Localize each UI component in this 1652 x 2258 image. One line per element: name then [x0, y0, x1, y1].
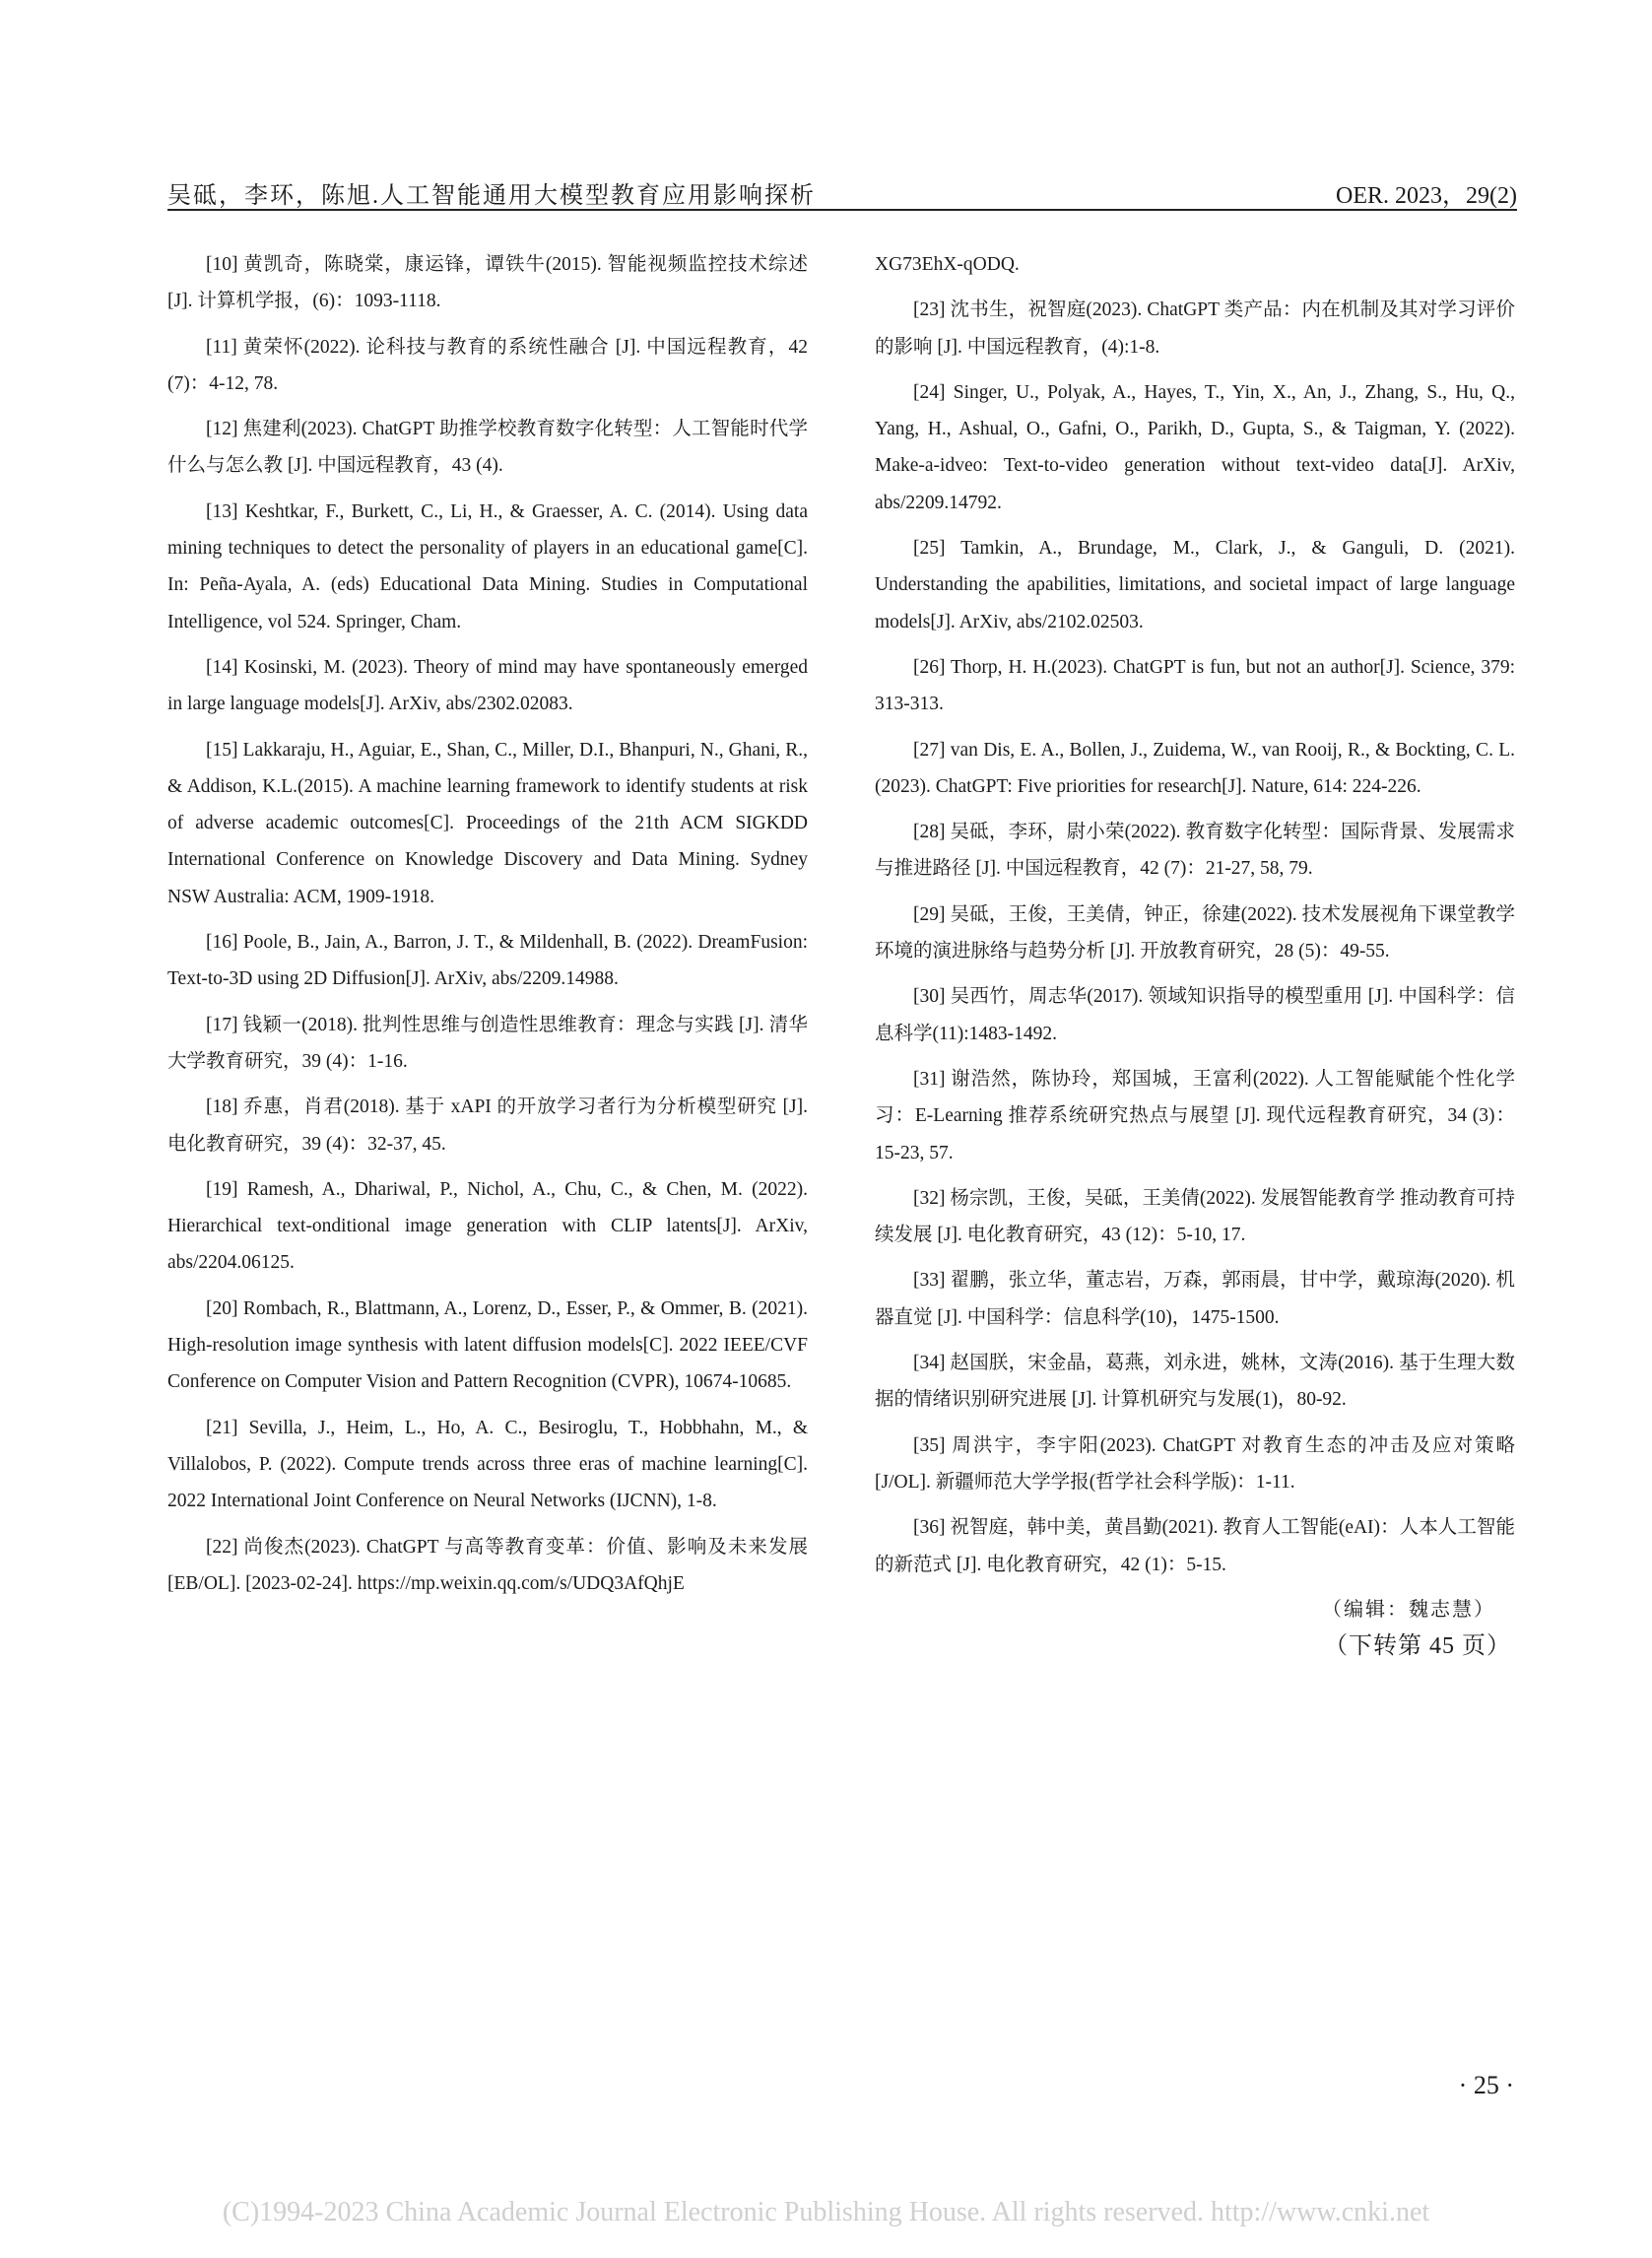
reference-entry: [20] Rombach, R., Blattmann, A., Lorenz, D., Esser, P., & Ommer, B. (2021). High-resolution image synthesis with latent diffusion models[C]. 2022 IEEE/CVF Conference on Computer Vision and Pattern Recognition (CVPR), 10674-10685. [167, 1297, 808, 1393]
reference-entry: [15] Lakkaraju, H., Aguiar, E., Shan, C., Miller, D.I., Bhanpuri, N., Ghani, R., & Addison, K.L.(2015). A machine learning framework to identify students at risk of adverse academic outcomes[C]. Proceedings of the 21th ACM SIGKDD International Conference on Knowledge Discovery and Data Mining. Sydney NSW Australia: ACM, 1909-1918. [167, 739, 808, 907]
references-right-list [875, 246, 1515, 1583]
reference-entry: [36] 祝智庭，韩中美，黄昌勤(2021). 教育人工智能(eAI)：人本人工智能的新范式 [J]. 电化教育研究，42 (1)：5-15. [875, 1517, 1515, 1575]
reference-entry: [22] 尚俊杰(2023). ChatGPT 与高等教育变革：价值、影响及未来发展 [EB/OL]. [2023-02-24]. https://mp.weixin.qq.com/s/UDQ3AfQhjE [167, 1536, 808, 1594]
reference-entry: [31] 谢浩然，陈协玲，郑国城，王富利(2022). 人工智能赋能个性化学习：E-Learning 推荐系统研究热点与展望 [J]. 现代远程教育研究，34 (3)：15-23, 57. [875, 1068, 1515, 1163]
reference-entry: [27] van Dis, E. A., Bollen, J., Zuidema, W., van Rooij, R., & Bockting, C. L.(2023). ChatGPT: Five priorities for research[J]. Nature, 614: 224-226. [875, 739, 1515, 797]
reference-entry: [16] Poole, B., Jain, A., Barron, J. T., & Mildenhall, B. (2022). DreamFusion: Text-to-3D using 2D Diffusion[J]. ArXiv, abs/2209.14988. [167, 932, 808, 990]
reference-entry: [32] 杨宗凯，王俊，吴砥，王美倩(2022). 发展智能教育学 推动教育可持续发展 [J]. 电化教育研究，43 (12)：5-10, 17. [875, 1187, 1515, 1246]
reference-entry: [25] Tamkin, A., Brundage, M., Clark, J., & Ganguli, D. (2021). Understanding the apabilities, limitations, and societal impact of large language models[J]. ArXiv, abs/2102.02503. [875, 538, 1515, 632]
reference-entry: [30] 吴西竹，周志华(2017). 领域知识指导的模型重用 [J]. 中国科学：信息科学(11):1483-1492. [875, 986, 1515, 1044]
header-authors-title: 吴砥，李环，陈旭.人工智能通用大模型教育应用影响探析 [167, 183, 816, 209]
reference-entry: [13] Keshtkar, F., Burkett, C., Li, H., & Graesser, A. C. (2014). Using data mining techniques to detect the personality of players in an educational game[C]. In: Peña-Ayala, A. (eds) Educational Data Mining. Studies in Computational Intelligence, vol 524. Springer, Cham. [167, 500, 808, 632]
reference-entry: [28] 吴砥，李环，尉小荣(2022). 教育数字化转型：国际背景、发展需求与推进路径 [J]. 中国远程教育，42 (7)：21-27, 58, 79. [875, 822, 1515, 880]
reference-entry: [26] Thorp, H. H.(2023). ChatGPT is fun, but not an author[J]. Science, 379: 313-313. [875, 656, 1515, 715]
references-right-column [875, 246, 1515, 1665]
reference-entry: [18] 乔惠，肖君(2018). 基于 xAPI 的开放学习者行为分析模型研究 [J]. 电化教育研究，39 (4)：32-37, 45. [167, 1096, 808, 1155]
reference-entry: [11] 黄荣怀(2022). 论科技与教育的系统性融合 [J]. 中国远程教育，42 (7)：4-12, 78. [167, 336, 808, 394]
page-number: · 25 · [1458, 2071, 1514, 2099]
reference-entry: [19] Ramesh, A., Dhariwal, P., Nichol, A., Chu, C., & Chen, M. (2022). Hierarchical text-onditional image generation with CLIP latents[J]. ArXiv, abs/2204.06125. [167, 1178, 808, 1274]
reference-entry: [12] 焦建利(2023). ChatGPT 助推学校教育数字化转型：人工智能时代学什么与怎么教 [J]. 中国远程教育，43 (4). [167, 419, 808, 477]
reference-entry: [14] Kosinski, M. (2023). Theory of mind may have spontaneously emerged in large language models[J]. ArXiv, abs/2302.02083. [167, 656, 808, 715]
references-left-column [167, 246, 808, 1611]
continued-note: （下转第 45 页） [1324, 1633, 1511, 1660]
reference-entry: [21] Sevilla, J., Heim, L., Ho, A. C., Besiroglu, T., Hobbhahn, M., & Villalobos, P. (2022). Compute trends across three eras of machine learning[C]. 2022 International Joint Conference on Neural Networks (IJCNN), 1-8. [167, 1417, 808, 1512]
reference-entry: [33] 翟鹏，张立华，董志岩，万森，郭雨晨，甘中学，戴琼海(2020). 机器直觉 [J]. 中国科学：信息科学(10)，1475-1500. [875, 1270, 1515, 1328]
reference-entry: [10] 黄凯奇，陈晓棠，康运锋，谭铁牛(2015). 智能视频监控技术综述 [J]. 计算机学报，(6)：1093-1118. [167, 254, 808, 312]
reference-entry: [34] 赵国朕，宋金晶，葛燕，刘永进，姚林，文涛(2016). 基于生理大数据的情绪识别研究进展 [J]. 计算机研究与发展(1)，80-92. [875, 1353, 1515, 1411]
reference-entry: [23] 沈书生，祝智庭(2023). ChatGPT 类产品：内在机制及其对学习评价的影响 [J]. 中国远程教育，(4):1-8. [875, 299, 1515, 358]
editor-note: （编辑：魏志慧） [1322, 1598, 1495, 1621]
copyright-footer: (C)1994-2023 China Academic Journal Electronic Publishing House. All rights reserved. http://www.cnki.net [222, 2197, 1430, 2227]
header-journal-info: OER. 2023，29(2) [1336, 183, 1517, 209]
reference-entry: XG73EhX-qODQ. [875, 254, 1020, 275]
running-header [167, 169, 1517, 211]
reference-entry: [17] 钱颖一(2018). 批判性思维与创造性思维教育：理念与实践 [J]. 清华大学教育研究，39 (4)：1-16. [167, 1014, 808, 1072]
reference-entry: [35] 周洪宇，李宇阳(2023). ChatGPT 对教育生态的冲击及应对策略 [J/OL]. 新疆师范大学学报(哲学社会科学版)：1-11. [875, 1434, 1515, 1493]
reference-entry: [29] 吴砥，王俊，王美倩，钟正，徐建(2022). 技术发展视角下课堂教学环境的演进脉络与趋势分析 [J]. 开放教育研究，28 (5)：49-55. [875, 903, 1515, 963]
reference-entry: [24] Singer, U., Polyak, A., Hayes, T., Yin, X., An, J., Zhang, S., Hu, Q., Yang, H., Ashual, O., Gafni, O., Parikh, D., Gupta, S., & Taigman, Y. (2022). Make-a-idveo: Text-to-video generation without text-video data[J]. ArXiv, abs/2209.14792. [875, 381, 1515, 513]
